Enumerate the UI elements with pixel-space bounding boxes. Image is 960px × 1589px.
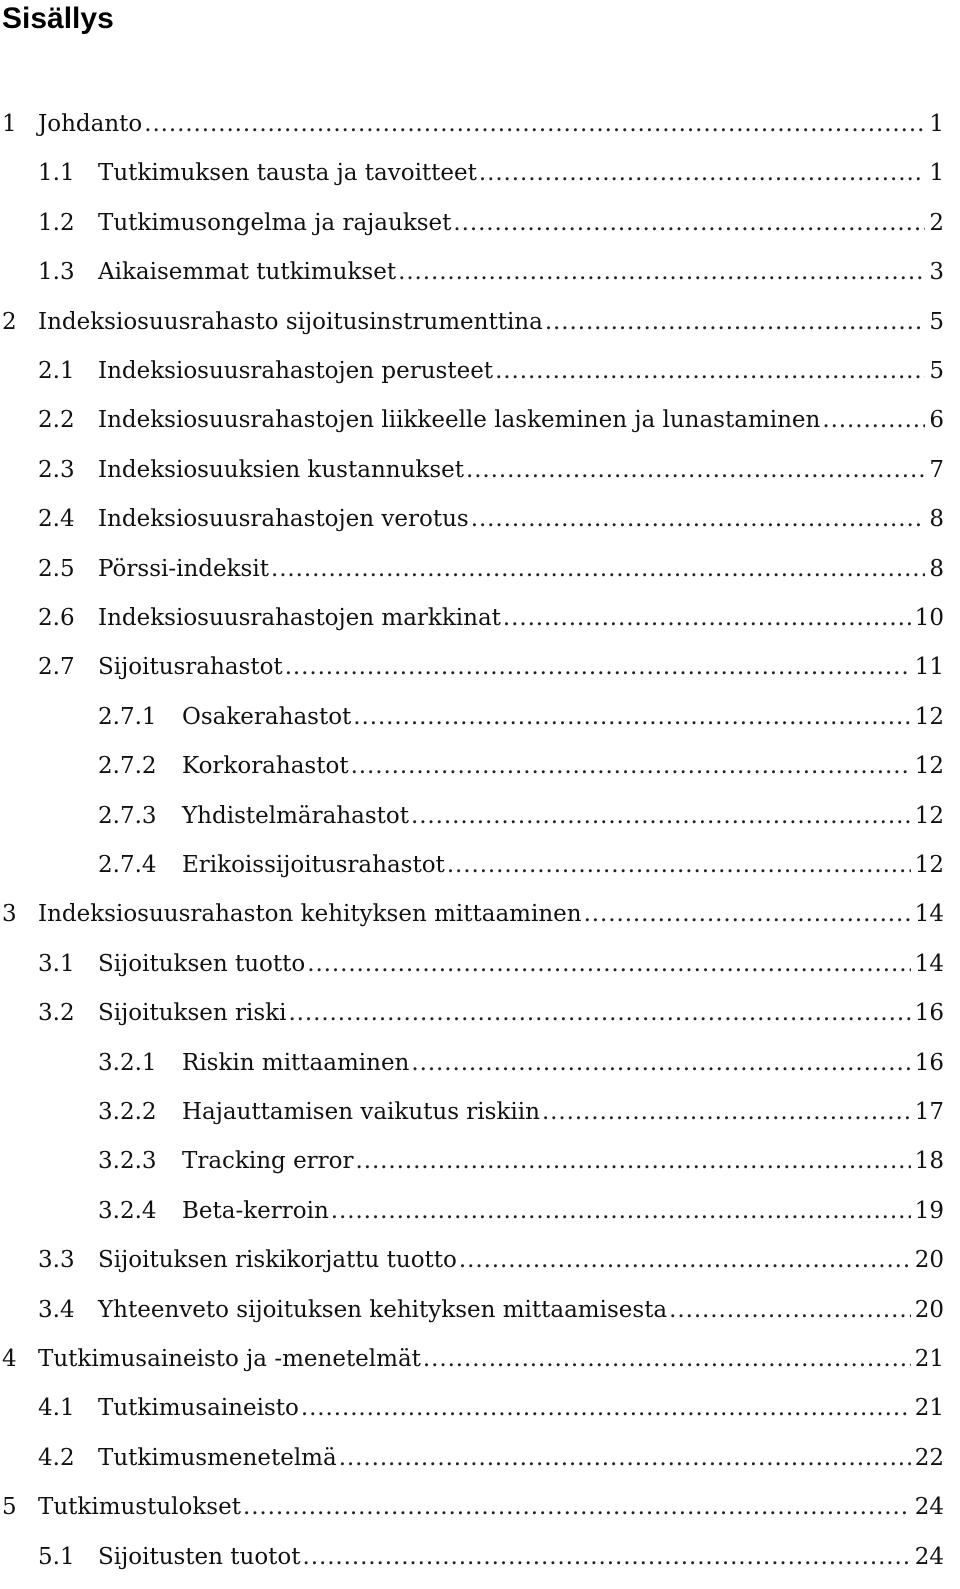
toc-entry-page-number: 18 <box>914 1148 944 1175</box>
toc-entry-title: Korkorahastot <box>182 753 349 780</box>
toc-entry-title: Tracking error <box>182 1148 354 1175</box>
toc-entry-title: Sijoituksen riski <box>98 1000 287 1027</box>
toc-entry-title: Tutkimuksen tausta ja tavoitteet <box>98 160 477 187</box>
toc-entry-number: 3.2.3 <box>98 1148 157 1175</box>
dot-leader <box>545 306 926 338</box>
toc-entry-page-number: 1 <box>929 111 944 137</box>
toc-entry[interactable] <box>0 355 944 387</box>
toc-entry-title: Tutkimusongelma ja rajaukset <box>98 209 452 236</box>
dot-leader <box>243 1491 911 1523</box>
toc-entry-page-number: 20 <box>914 1247 944 1274</box>
toc-entry-title: Riskin mittaaminen <box>182 1049 410 1076</box>
dot-leader <box>288 997 910 1029</box>
toc-entry-page-number: 8 <box>929 555 944 582</box>
toc-entry-number: 5 <box>2 1494 17 1521</box>
toc-entry-page-number: 14 <box>914 901 944 928</box>
dot-leader <box>285 651 911 683</box>
toc-entry-title: Beta-kerroin <box>182 1197 329 1224</box>
dot-leader <box>447 849 911 881</box>
toc-entry-title: Indeksiosuuksien kustannukset <box>98 456 464 483</box>
dot-leader <box>584 898 911 930</box>
dot-leader <box>466 454 925 486</box>
toc-entry-title: Yhteenveto sijoituksen kehityksen mittaamisesta <box>98 1296 668 1323</box>
toc-entry-number: 2.4 <box>38 506 75 533</box>
dot-leader <box>398 256 925 288</box>
toc-heading: Sisällys <box>2 2 114 35</box>
toc-entry-page-number: 21 <box>914 1395 944 1422</box>
toc-entry[interactable] <box>0 1195 944 1227</box>
toc-entry-number: 2.2 <box>38 407 75 434</box>
toc-entry[interactable] <box>0 1541 944 1573</box>
dot-leader <box>411 1047 910 1079</box>
dot-leader <box>331 1195 911 1227</box>
toc-entry[interactable] <box>0 997 944 1029</box>
toc-entry-number: 2.7 <box>38 654 75 681</box>
toc-entry-number: 2.7.4 <box>98 852 157 878</box>
toc-entry-title: Sijoitusrahastot <box>98 654 283 681</box>
toc-entry-page-number: 11 <box>914 654 944 681</box>
toc-entry-page-number: 12 <box>914 802 944 829</box>
toc-entry-number: 3 <box>2 901 17 928</box>
toc-entry-number: 2 <box>2 308 17 335</box>
toc-entry-page-number: 19 <box>914 1197 944 1224</box>
toc-entry-title: Johdanto <box>38 111 143 137</box>
dot-leader <box>471 503 926 535</box>
toc-entry-title: Indeksiosuusrahastojen markkinat <box>98 605 501 631</box>
toc-entry-page-number: 16 <box>914 1000 944 1027</box>
toc-entry[interactable] <box>0 404 944 436</box>
toc-entry-page-number: 24 <box>914 1543 944 1570</box>
toc-entry-number: 1.2 <box>38 209 75 236</box>
toc-entry-page-number: 22 <box>914 1444 944 1471</box>
toc-entry-page-number: 2 <box>929 209 944 236</box>
toc-entry-number: 1 <box>2 111 17 137</box>
toc-entry-number: 2.3 <box>38 456 75 483</box>
toc-entry-title: Indeksiosuusrahastojen perusteet <box>98 358 494 384</box>
toc-entry-number: 3.1 <box>38 950 75 977</box>
toc-entry[interactable] <box>0 898 944 930</box>
toc-entry[interactable] <box>0 1145 944 1177</box>
toc-entry-title: Yhdistelmärahastot <box>182 802 409 829</box>
dot-leader <box>542 1096 911 1128</box>
dot-leader <box>307 948 911 980</box>
dot-leader <box>303 1541 911 1573</box>
toc-entry[interactable] <box>0 207 944 239</box>
toc-entry-title: Tutkimusaineisto ja -menetelmät <box>38 1346 421 1372</box>
toc-entry-number: 3.2.2 <box>98 1099 157 1125</box>
toc-entry-number: 2.1 <box>38 358 75 384</box>
toc-entry-title: Pörssi-indeksit <box>98 555 269 582</box>
toc-entry-number: 3.4 <box>38 1296 75 1323</box>
toc-entry[interactable] <box>0 553 944 585</box>
toc-entry-number: 1.1 <box>38 160 75 187</box>
toc-entry-page-number: 5 <box>929 308 944 335</box>
dot-leader <box>271 553 925 585</box>
toc-entry-page-number: 6 <box>929 407 944 434</box>
toc-entry-title: Osakerahastot <box>182 703 352 730</box>
toc-entry[interactable] <box>0 454 944 486</box>
toc-entry[interactable] <box>0 306 944 338</box>
toc-entry[interactable] <box>0 800 944 832</box>
toc-entry-number: 4 <box>2 1346 17 1372</box>
toc-entry-page-number: 17 <box>914 1099 944 1125</box>
toc-entry-page-number: 16 <box>914 1049 944 1076</box>
dot-leader <box>411 800 911 832</box>
toc-entry-title: Indeksiosuusrahastojen verotus <box>98 506 469 533</box>
toc-entry[interactable] <box>0 948 944 980</box>
toc-entry-number: 5.1 <box>38 1543 75 1570</box>
toc-entry-page-number: 12 <box>914 852 944 878</box>
toc-entry-page-number: 21 <box>914 1346 944 1372</box>
dot-leader <box>479 157 925 189</box>
toc-entry[interactable] <box>0 849 944 881</box>
toc-entry-title: Hajauttamisen vaikutus riskiin <box>182 1099 540 1125</box>
toc-entry-page-number: 3 <box>929 259 944 286</box>
toc-entry-page-number: 10 <box>914 605 944 631</box>
toc-entry-number: 1.3 <box>38 259 75 286</box>
toc-entry[interactable] <box>0 750 944 782</box>
toc-entry[interactable] <box>0 1294 944 1326</box>
toc-entry-title: Tutkimustulokset <box>38 1494 241 1521</box>
toc-entry-title: Indeksiosuusrahaston kehityksen mittaaminen <box>38 901 582 928</box>
dot-leader <box>351 750 911 782</box>
toc-entry[interactable] <box>0 1491 944 1523</box>
toc-entry-number: 3.2.4 <box>98 1197 157 1224</box>
toc-entry[interactable] <box>0 602 944 634</box>
toc-entry[interactable] <box>0 1096 944 1128</box>
toc-entry-number: 3.2 <box>38 1000 75 1027</box>
toc-entry[interactable] <box>0 1244 944 1276</box>
dot-leader <box>339 1442 911 1474</box>
toc-entry[interactable] <box>0 157 944 189</box>
toc-entry-number: 2.6 <box>38 605 75 631</box>
toc-entry[interactable] <box>0 1442 944 1474</box>
toc-entry-page-number: 20 <box>914 1296 944 1323</box>
toc-entry-number: 3.3 <box>38 1247 75 1274</box>
toc-entry-number: 3.2.1 <box>98 1049 157 1076</box>
toc-entry-title: Tutkimusmenetelmä <box>98 1444 337 1471</box>
dot-leader <box>144 108 925 140</box>
toc-entry-title: Sijoituksen riskikorjattu tuotto <box>98 1247 457 1274</box>
dot-leader <box>356 1145 911 1177</box>
toc-entry-page-number: 24 <box>914 1494 944 1521</box>
toc-entry[interactable] <box>0 1047 944 1079</box>
toc-entry-number: 4.2 <box>38 1444 75 1471</box>
dot-leader <box>353 701 910 733</box>
toc-entry-number: 2.7.3 <box>98 802 157 829</box>
toc-entry-title: Indeksiosuusrahasto sijoitusinstrumenttina <box>38 308 543 335</box>
toc-entry[interactable] <box>0 1343 944 1375</box>
toc-entry[interactable] <box>0 701 944 733</box>
toc-entry-page-number: 8 <box>929 506 944 533</box>
toc-entry-page-number: 5 <box>929 358 944 384</box>
dot-leader <box>822 404 925 436</box>
toc-entry-page-number: 7 <box>929 456 944 483</box>
toc-entry[interactable] <box>0 1392 944 1424</box>
toc-entry-number: 4.1 <box>38 1395 75 1422</box>
toc-entry-title: Tutkimusaineisto <box>98 1395 299 1422</box>
dot-leader <box>495 355 925 387</box>
toc-entry[interactable] <box>0 503 944 535</box>
dot-leader <box>459 1244 911 1276</box>
toc-entry-title: Indeksiosuusrahastojen liikkeelle laskeminen ja lunastaminen <box>98 407 821 434</box>
dot-leader <box>423 1343 911 1375</box>
toc-entry-title: Erikoissijoitusrahastot <box>182 852 445 878</box>
toc-entry-title: Aikaisemmat tutkimukset <box>98 259 397 286</box>
toc-entry-page-number: 12 <box>914 703 944 730</box>
toc-entry-page-number: 14 <box>914 950 944 977</box>
toc-entry[interactable] <box>0 108 944 140</box>
toc-entry[interactable] <box>0 256 944 288</box>
dot-leader <box>301 1392 911 1424</box>
dot-leader <box>453 207 925 239</box>
dot-leader <box>669 1294 911 1326</box>
toc-entry-number: 2.5 <box>38 555 75 582</box>
toc-entry-page-number: 12 <box>914 753 944 780</box>
toc-entry-title: Sijoitusten tuotot <box>98 1543 301 1570</box>
toc-entry-title: Sijoituksen tuotto <box>98 950 306 977</box>
toc-entry-number: 2.7.1 <box>98 703 157 730</box>
toc-entry-page-number: 1 <box>929 160 944 187</box>
toc-entry-number: 2.7.2 <box>98 753 157 780</box>
dot-leader <box>503 602 911 634</box>
toc-entry[interactable] <box>0 651 944 683</box>
